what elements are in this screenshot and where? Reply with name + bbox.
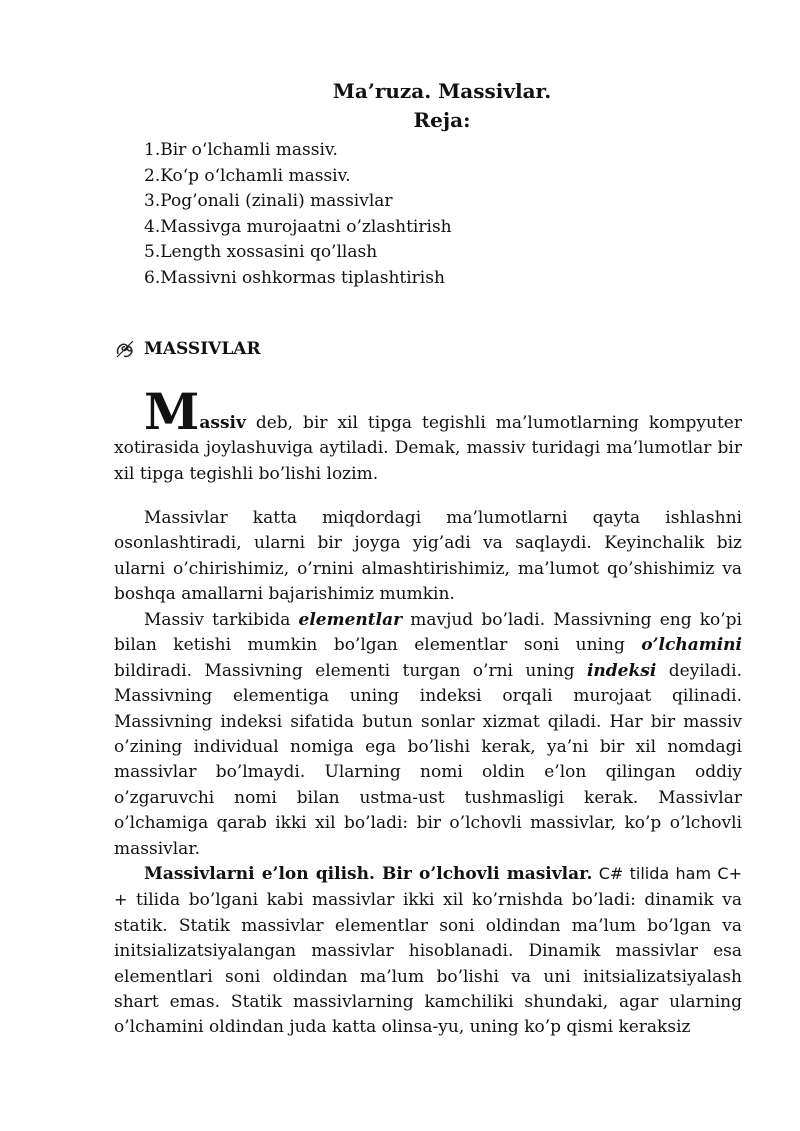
- text-span: mavjud bo’ladi. Massivning eng ko’pi bilan ketishi mumkin bo’lgan elementlar soni uning: [114, 610, 742, 656]
- text-span: tilida bo’lgani kabi massivlar ikki xil ko’rnishda bo’ladi: dinamik va statik. Statik massivlar elementlar soni oldindan ma’lum bo’lgan va initsializatsiyalangan massivlar hisoblanadi. Dinamik massivlar esa elementlari soni oldindan ma’lum bo’lishi va uni initsializatsiyalash shart emas. Statik massivlarning kamchiliki shundaki, agar ularning o’lchamini oldindan juda katta olinsa-yu, uning ko’p qismi keraksiz: [114, 890, 742, 1038]
- paragraph-definition: [114, 382, 742, 487]
- emphasis-term: elementlar: [298, 610, 403, 630]
- drop-cap: M: [144, 382, 200, 441]
- first-line: [114, 382, 742, 441]
- text-span: bildiradi. Massivning elementi turgan o’rni uning: [114, 660, 587, 681]
- plan-item: 5.Length xossasini qo’llash: [144, 242, 378, 262]
- section-heading: [114, 336, 261, 362]
- ornament-icon: [114, 338, 136, 360]
- paragraph-declaration: [114, 861, 742, 1041]
- text-span: deb, bir xil tipga tegishli ma’lumotlarning kompyuter: [245, 413, 742, 433]
- section-title: MASSIVLAR: [144, 339, 261, 359]
- text-span: C# tilida ham C+ +: [114, 864, 742, 910]
- text-span: deyiladi. Massivning elementiga uning indeksi orqali murojaat qilinadi. Massivning indeksi sifatida butun sonlar xizmat qiladi. Har bir massiv o’zining individual nomiga ega bo’lishi kerak, ya’ni bir xil nomdagi massivlar bo’lmaydi. Ularning nomi oldin e’lon qilingan oddiy o’zgaruvchi nomi bilan ustma-ust tushmasligi kerak. Massivlar o’lchamiga qarab ikki xil bo’ladi: bir o’lchovli massivlar, ko’p o’lchovli massivlar.: [114, 660, 742, 859]
- text-span: xotirasida joylashuviga aytiladi. Demak, massiv turidagi ma’lumotlar bir xil tipga tegishli bo’lishi lozim.: [114, 438, 742, 484]
- bold-term: assiv: [199, 413, 246, 433]
- paragraph-usage: Massivlar katta miqdordagi ma’lumotlarni qayta ishlashni osonlashtiradi, ularni bir joyga yig’adi va saqlaydi. Keyinchalik biz ularni o’chirishimiz, o’rnini almashtirishimiz, ma’lumot qo’shishimiz va boshqa amallarni bajarishimiz mumkin.: [114, 508, 742, 605]
- plan-label: Reja:: [413, 108, 471, 132]
- emphasis-term: o’lchamini: [641, 635, 742, 656]
- plan-list: [144, 138, 452, 291]
- paragraph-elements: [114, 608, 742, 862]
- emphasis-term: indeksi: [586, 660, 657, 681]
- plan-item: 2.Ko‘p o‘lchamli massiv.: [144, 165, 351, 186]
- page-title: Ma’ruza. Massivlar.: [332, 79, 552, 103]
- plan-item: 1.Bir o‘lchamli massiv.: [144, 140, 338, 160]
- plan-item: 6.Massivni oshkormas tiplashtirish: [144, 267, 445, 288]
- plan-item: 3.Pog’onali (zinali) massivlar: [144, 191, 393, 211]
- text-span: Massiv tarkibida: [144, 610, 299, 630]
- plan-item: 4.Massivga murojaatni o’zlashtirish: [144, 216, 452, 237]
- subheading: Massivlarni e’lon qilish. Bir o’lchovli masivlar.: [144, 864, 593, 884]
